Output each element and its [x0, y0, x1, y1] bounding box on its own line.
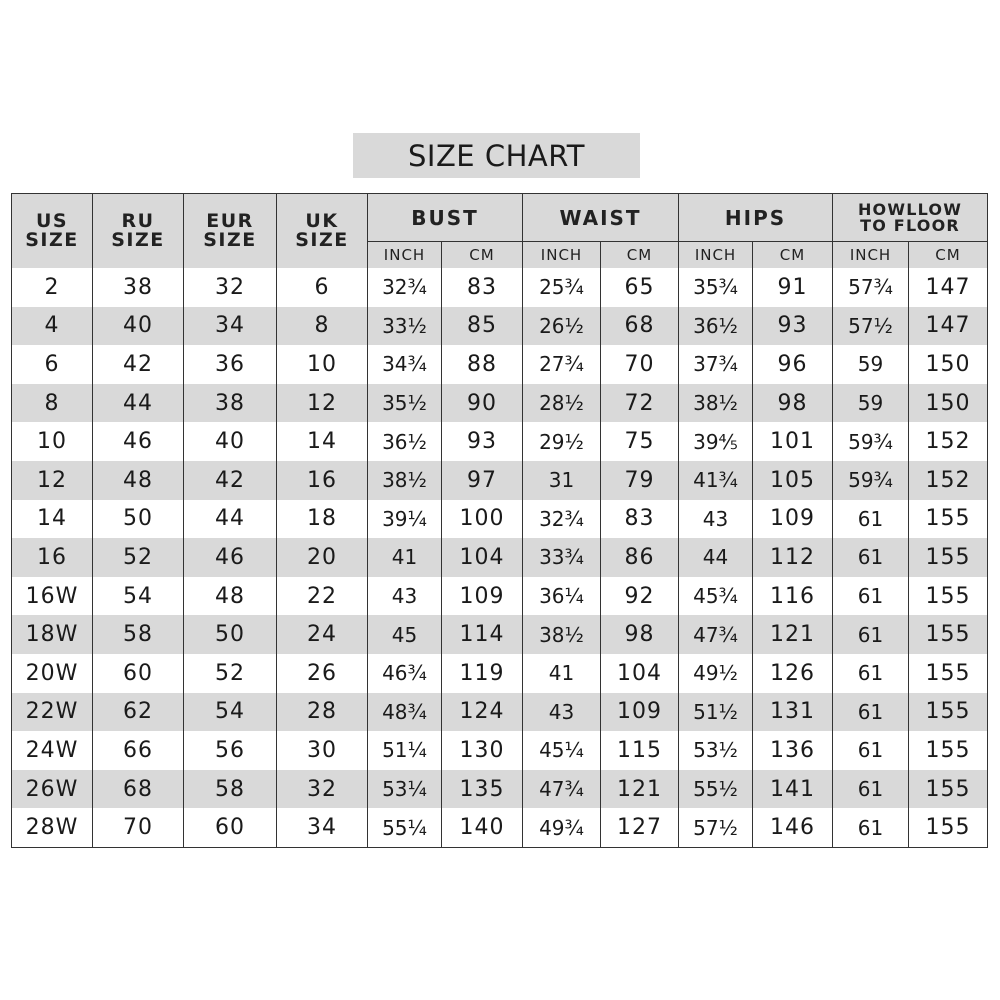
cell-ru-size: 58 — [93, 615, 184, 654]
cell-hips-inch: 49½ — [679, 654, 753, 693]
cell-bust-inch: 45 — [368, 615, 442, 654]
cell-hips-cm: 105 — [753, 461, 833, 500]
cell-hips-inch: 51½ — [679, 693, 753, 732]
cell-us-size: 28W — [12, 808, 93, 847]
cell-bust-cm: 140 — [442, 808, 523, 847]
cell-bust-cm: 88 — [442, 345, 523, 384]
cell-hips-inch: 38½ — [679, 384, 753, 423]
cell-eur-size: 44 — [184, 500, 277, 539]
cell-bust-inch: 38½ — [368, 461, 442, 500]
cell-hips-cm: 98 — [753, 384, 833, 423]
cell-bust-inch: 43 — [368, 577, 442, 616]
cell-hips-cm: 101 — [753, 422, 833, 461]
cell-hips-cm: 136 — [753, 731, 833, 770]
cell-hips-inch: 55½ — [679, 770, 753, 809]
cell-uk-size: 12 — [277, 384, 368, 423]
cell-hips-cm: 146 — [753, 808, 833, 847]
cell-bust-cm: 83 — [442, 268, 523, 307]
cell-eur-size: 48 — [184, 577, 277, 616]
cell-uk-size: 8 — [277, 307, 368, 346]
cell-bust-cm: 93 — [442, 422, 523, 461]
cell-us-size: 4 — [12, 307, 93, 346]
cell-eur-size: 42 — [184, 461, 277, 500]
cell-eur-size: 54 — [184, 693, 277, 732]
table-row — [12, 268, 988, 307]
cell-hollow-cm: 155 — [909, 808, 988, 847]
cell-hips-inch: 57½ — [679, 808, 753, 847]
cell-waist-cm: 72 — [601, 384, 679, 423]
header-hollow-to-floor: HOWLLOW TO FLOOR — [833, 194, 988, 242]
cell-eur-size: 40 — [184, 422, 277, 461]
cell-bust-cm: 97 — [442, 461, 523, 500]
cell-waist-inch: 27¾ — [523, 345, 601, 384]
cell-hollow-inch: 61 — [833, 654, 909, 693]
cell-waist-cm: 70 — [601, 345, 679, 384]
cell-hollow-cm: 147 — [909, 268, 988, 307]
cell-hips-inch: 36½ — [679, 307, 753, 346]
cell-waist-inch: 33¾ — [523, 538, 601, 577]
cell-bust-inch: 39¼ — [368, 500, 442, 539]
cell-ru-size: 38 — [93, 268, 184, 307]
cell-bust-cm: 124 — [442, 693, 523, 732]
table-row — [12, 770, 988, 809]
cell-eur-size: 46 — [184, 538, 277, 577]
cell-hollow-cm: 155 — [909, 615, 988, 654]
cell-us-size: 14 — [12, 500, 93, 539]
cell-us-size: 24W — [12, 731, 93, 770]
cell-waist-cm: 79 — [601, 461, 679, 500]
cell-us-size: 16 — [12, 538, 93, 577]
table-row — [12, 500, 988, 539]
cell-waist-inch: 47¾ — [523, 770, 601, 809]
cell-hips-inch: 45¾ — [679, 577, 753, 616]
cell-waist-cm: 127 — [601, 808, 679, 847]
cell-bust-cm: 130 — [442, 731, 523, 770]
cell-hollow-inch: 61 — [833, 808, 909, 847]
table-row — [12, 654, 988, 693]
cell-hollow-inch: 61 — [833, 538, 909, 577]
cell-waist-inch: 38½ — [523, 615, 601, 654]
cell-ru-size: 46 — [93, 422, 184, 461]
cell-ru-size: 42 — [93, 345, 184, 384]
cell-bust-inch: 34¾ — [368, 345, 442, 384]
cell-hollow-inch: 59 — [833, 345, 909, 384]
cell-hollow-inch: 57½ — [833, 307, 909, 346]
table-row — [12, 538, 988, 577]
header-hollow-inch: INCH — [833, 242, 909, 269]
cell-waist-cm: 83 — [601, 500, 679, 539]
cell-ru-size: 40 — [93, 307, 184, 346]
header-waist: WAIST — [523, 194, 679, 242]
header-waist-cm: CM — [601, 242, 679, 269]
header-hips-cm: CM — [753, 242, 833, 269]
cell-hips-inch: 41¾ — [679, 461, 753, 500]
table-row — [12, 731, 988, 770]
cell-us-size: 16W — [12, 577, 93, 616]
cell-waist-cm: 92 — [601, 577, 679, 616]
cell-uk-size: 10 — [277, 345, 368, 384]
cell-hips-cm: 112 — [753, 538, 833, 577]
cell-waist-cm: 68 — [601, 307, 679, 346]
header-us-size: US SIZE — [12, 194, 93, 269]
cell-waist-inch: 36¼ — [523, 577, 601, 616]
cell-eur-size: 34 — [184, 307, 277, 346]
cell-hollow-cm: 155 — [909, 654, 988, 693]
cell-us-size: 6 — [12, 345, 93, 384]
size-rows — [12, 268, 988, 847]
cell-ru-size: 54 — [93, 577, 184, 616]
table-row — [12, 693, 988, 732]
cell-us-size: 18W — [12, 615, 93, 654]
table-row — [12, 384, 988, 423]
cell-bust-inch: 32¾ — [368, 268, 442, 307]
header-bust-cm: CM — [442, 242, 523, 269]
cell-waist-inch: 41 — [523, 654, 601, 693]
cell-hollow-cm: 147 — [909, 307, 988, 346]
cell-waist-inch: 49¾ — [523, 808, 601, 847]
cell-uk-size: 14 — [277, 422, 368, 461]
cell-eur-size: 50 — [184, 615, 277, 654]
header-hips-inch: INCH — [679, 242, 753, 269]
cell-bust-cm: 114 — [442, 615, 523, 654]
cell-uk-size: 18 — [277, 500, 368, 539]
cell-waist-cm: 65 — [601, 268, 679, 307]
cell-hips-inch: 53½ — [679, 731, 753, 770]
cell-bust-cm: 90 — [442, 384, 523, 423]
cell-us-size: 12 — [12, 461, 93, 500]
size-chart-title: SIZE CHART — [353, 133, 640, 178]
cell-ru-size: 60 — [93, 654, 184, 693]
cell-bust-inch: 48¾ — [368, 693, 442, 732]
cell-uk-size: 24 — [277, 615, 368, 654]
cell-hollow-inch: 61 — [833, 693, 909, 732]
cell-bust-inch: 51¼ — [368, 731, 442, 770]
cell-hips-inch: 47¾ — [679, 615, 753, 654]
cell-bust-cm: 100 — [442, 500, 523, 539]
cell-hips-inch: 44 — [679, 538, 753, 577]
cell-hips-inch: 39⅘ — [679, 422, 753, 461]
cell-hollow-cm: 155 — [909, 500, 988, 539]
cell-hollow-cm: 155 — [909, 770, 988, 809]
header-hollow-cm: CM — [909, 242, 988, 269]
cell-bust-cm: 85 — [442, 307, 523, 346]
cell-waist-inch: 29½ — [523, 422, 601, 461]
cell-hips-cm: 126 — [753, 654, 833, 693]
cell-hollow-cm: 155 — [909, 693, 988, 732]
cell-ru-size: 50 — [93, 500, 184, 539]
cell-bust-inch: 36½ — [368, 422, 442, 461]
cell-bust-cm: 104 — [442, 538, 523, 577]
cell-ru-size: 70 — [93, 808, 184, 847]
table-row — [12, 577, 988, 616]
cell-uk-size: 32 — [277, 770, 368, 809]
cell-waist-inch: 32¾ — [523, 500, 601, 539]
cell-ru-size: 62 — [93, 693, 184, 732]
cell-bust-cm: 119 — [442, 654, 523, 693]
cell-hips-inch: 37¾ — [679, 345, 753, 384]
cell-us-size: 8 — [12, 384, 93, 423]
cell-hollow-inch: 61 — [833, 500, 909, 539]
cell-hollow-cm: 155 — [909, 731, 988, 770]
cell-bust-inch: 41 — [368, 538, 442, 577]
cell-hollow-inch: 61 — [833, 615, 909, 654]
cell-hollow-cm: 150 — [909, 384, 988, 423]
cell-hips-cm: 131 — [753, 693, 833, 732]
cell-hollow-cm: 152 — [909, 422, 988, 461]
cell-hollow-cm: 152 — [909, 461, 988, 500]
cell-hips-cm: 116 — [753, 577, 833, 616]
cell-uk-size: 26 — [277, 654, 368, 693]
cell-hips-cm: 141 — [753, 770, 833, 809]
cell-eur-size: 56 — [184, 731, 277, 770]
cell-bust-cm: 135 — [442, 770, 523, 809]
cell-hollow-inch: 61 — [833, 731, 909, 770]
table-row — [12, 808, 988, 847]
cell-us-size: 10 — [12, 422, 93, 461]
cell-eur-size: 32 — [184, 268, 277, 307]
cell-hollow-inch: 59¾ — [833, 422, 909, 461]
cell-us-size: 20W — [12, 654, 93, 693]
cell-hollow-cm: 150 — [909, 345, 988, 384]
cell-bust-inch: 33½ — [368, 307, 442, 346]
cell-bust-inch: 35½ — [368, 384, 442, 423]
cell-hips-cm: 91 — [753, 268, 833, 307]
cell-hips-inch: 43 — [679, 500, 753, 539]
cell-ru-size: 52 — [93, 538, 184, 577]
header-uk-size: UK SIZE — [277, 194, 368, 269]
cell-ru-size: 66 — [93, 731, 184, 770]
cell-hips-cm: 96 — [753, 345, 833, 384]
cell-bust-inch: 53¼ — [368, 770, 442, 809]
header-ru-size: RU SIZE — [93, 194, 184, 269]
cell-hollow-inch: 57¾ — [833, 268, 909, 307]
table-row — [12, 345, 988, 384]
cell-hips-cm: 121 — [753, 615, 833, 654]
cell-waist-inch: 28½ — [523, 384, 601, 423]
table-row — [12, 307, 988, 346]
cell-uk-size: 22 — [277, 577, 368, 616]
table-row — [12, 422, 988, 461]
header-eur-size: EUR SIZE — [184, 194, 277, 269]
cell-hips-cm: 109 — [753, 500, 833, 539]
cell-hips-cm: 93 — [753, 307, 833, 346]
cell-waist-cm: 115 — [601, 731, 679, 770]
cell-hollow-inch: 61 — [833, 770, 909, 809]
cell-ru-size: 44 — [93, 384, 184, 423]
cell-hollow-inch: 59 — [833, 384, 909, 423]
cell-uk-size: 34 — [277, 808, 368, 847]
cell-waist-inch: 45¼ — [523, 731, 601, 770]
cell-waist-inch: 31 — [523, 461, 601, 500]
cell-uk-size: 30 — [277, 731, 368, 770]
cell-hips-inch: 35¾ — [679, 268, 753, 307]
cell-eur-size: 58 — [184, 770, 277, 809]
cell-waist-cm: 121 — [601, 770, 679, 809]
cell-us-size: 22W — [12, 693, 93, 732]
cell-hollow-cm: 155 — [909, 538, 988, 577]
cell-hollow-inch: 61 — [833, 577, 909, 616]
cell-eur-size: 60 — [184, 808, 277, 847]
cell-eur-size: 36 — [184, 345, 277, 384]
header-bust-inch: INCH — [368, 242, 442, 269]
cell-us-size: 2 — [12, 268, 93, 307]
header-hips: HIPS — [679, 194, 833, 242]
size-chart-table — [11, 193, 988, 848]
cell-waist-cm: 109 — [601, 693, 679, 732]
cell-hollow-cm: 155 — [909, 577, 988, 616]
cell-waist-cm: 104 — [601, 654, 679, 693]
cell-eur-size: 38 — [184, 384, 277, 423]
cell-uk-size: 16 — [277, 461, 368, 500]
cell-uk-size: 6 — [277, 268, 368, 307]
cell-bust-cm: 109 — [442, 577, 523, 616]
cell-bust-inch: 55¼ — [368, 808, 442, 847]
cell-hollow-inch: 59¾ — [833, 461, 909, 500]
cell-ru-size: 48 — [93, 461, 184, 500]
cell-uk-size: 20 — [277, 538, 368, 577]
cell-uk-size: 28 — [277, 693, 368, 732]
cell-waist-cm: 75 — [601, 422, 679, 461]
header-bust: BUST — [368, 194, 523, 242]
cell-waist-inch: 26½ — [523, 307, 601, 346]
cell-waist-inch: 25¾ — [523, 268, 601, 307]
cell-waist-cm: 98 — [601, 615, 679, 654]
cell-bust-inch: 46¾ — [368, 654, 442, 693]
cell-eur-size: 52 — [184, 654, 277, 693]
table-row — [12, 615, 988, 654]
cell-us-size: 26W — [12, 770, 93, 809]
cell-waist-inch: 43 — [523, 693, 601, 732]
table-row — [12, 461, 988, 500]
header-waist-inch: INCH — [523, 242, 601, 269]
cell-ru-size: 68 — [93, 770, 184, 809]
cell-waist-cm: 86 — [601, 538, 679, 577]
